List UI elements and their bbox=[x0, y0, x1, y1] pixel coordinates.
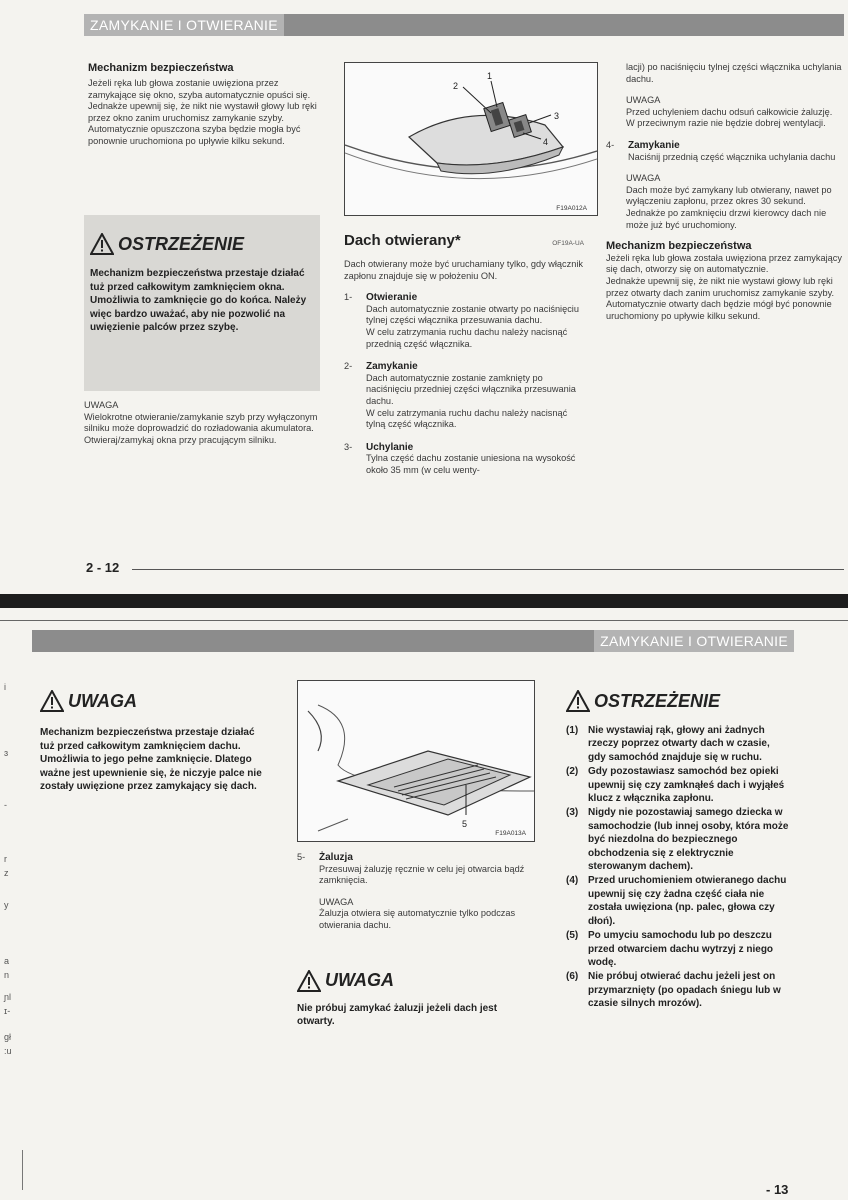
bottom-header-banner bbox=[32, 630, 794, 652]
item-title: Uchylanie bbox=[366, 441, 414, 453]
item-title: Zamykanie bbox=[366, 361, 418, 373]
safety-heading: Mechanizm bezpieczeństwa bbox=[88, 62, 234, 74]
bottom-col1 bbox=[40, 690, 262, 794]
safety-text bbox=[88, 78, 320, 148]
top-footer-rule bbox=[132, 569, 844, 570]
top-page-number: 2 - 12 bbox=[86, 560, 120, 575]
note-text: Przed uchyleniem dachu odsuń całkowicie żaluzję. W przeciwnym razie nie będzie dobrej wentylacji. bbox=[626, 106, 833, 129]
sunroof-heading: Dach otwierany* bbox=[344, 232, 461, 249]
paragraph: Automatycznie opuszczona szyba będzie mogła być ponownie uruchomiona po upływie kilku sekund. bbox=[88, 124, 301, 146]
item-title: Zamykanie bbox=[628, 139, 680, 151]
callout-2: 2 bbox=[453, 81, 459, 91]
page-divider bbox=[0, 594, 848, 608]
warning-title: UWAGA bbox=[68, 690, 137, 711]
item-number: (1) bbox=[566, 725, 579, 736]
sunshade-illustration bbox=[298, 681, 534, 841]
paragraph: Jeżeli ręka lub głowa została uwięziona przez zamykający się dach, otworzy się on automatycznie. bbox=[606, 252, 842, 275]
list-item bbox=[566, 874, 790, 928]
warning-list bbox=[566, 724, 790, 1011]
item-text: Tylna część dachu zostanie uniesiona na wysokość około 35 mm (w celu wenty- bbox=[366, 453, 576, 475]
top-header-banner bbox=[84, 14, 844, 36]
list-item bbox=[566, 724, 790, 764]
edge-fragment: ɜ bbox=[4, 748, 9, 758]
warning-triangle-icon bbox=[297, 970, 321, 992]
bottom-col3 bbox=[566, 690, 790, 1012]
warning-text: Nie próbuj zamykać żaluzji jeżeli dach jest otwarty. bbox=[297, 1002, 498, 1028]
top-col3 bbox=[606, 62, 842, 322]
list-item bbox=[566, 765, 790, 805]
edge-fragment: r bbox=[4, 854, 7, 864]
edge-fragment: z bbox=[4, 868, 9, 878]
note-label: UWAGA bbox=[626, 173, 661, 184]
note-text: Żaluzja otwiera się automatycznie tylko podczas otwierania dachu. bbox=[319, 908, 516, 930]
note-text: Dach może być zamykany lub otwierany, nawet po wyłączeniu zapłonu, przez okres 30 sekund. bbox=[626, 184, 832, 207]
item-text: Przed uruchomieniem otwieranego dachu upewnij się czy żadna część ciała nie została uwięziona (np. palec, głowa czy dłoń). bbox=[588, 875, 787, 927]
item-number: (4) bbox=[566, 875, 579, 887]
list-item bbox=[297, 852, 535, 932]
warning-triangle-icon bbox=[566, 690, 590, 712]
list-item bbox=[566, 929, 790, 969]
item-number: 1- bbox=[344, 292, 353, 303]
top-warning-box bbox=[84, 215, 320, 391]
item-number: 4- bbox=[606, 139, 615, 150]
edge-fragment: i bbox=[4, 682, 6, 692]
note-label: UWAGA bbox=[84, 400, 119, 410]
edge-fragment: gł bbox=[4, 1032, 12, 1042]
bottom-page-number: - 13 bbox=[766, 1182, 789, 1197]
warning-heading bbox=[566, 690, 790, 712]
warning-triangle-icon bbox=[90, 233, 114, 255]
warning-title: OSTRZEŻENIE bbox=[118, 233, 245, 254]
bottom-section-title: ZAMYKANIE I OTWIERANIE bbox=[594, 630, 794, 652]
warning-heading bbox=[90, 233, 320, 255]
note-label: UWAGA bbox=[319, 896, 354, 907]
edge-fragment: a bbox=[4, 956, 10, 966]
item-number: (2) bbox=[566, 766, 579, 778]
list-item bbox=[566, 970, 790, 1010]
paragraph: Automatycznie otwarty dach będzie mógł być ponownie uruchomiony po upływie kilku sekund. bbox=[606, 299, 832, 321]
edge-fragment: y bbox=[4, 900, 9, 910]
warning-title: OSTRZEŻENIE bbox=[594, 690, 721, 711]
item-text: Nie wystawiaj rąk, głowy ani żadnych rzeczy poprzez otwarty dach w czasie, gdy samochód znajduje się w ruchu. bbox=[588, 725, 770, 763]
figure-code: F19A012A bbox=[556, 205, 587, 212]
callout-4: 4 bbox=[543, 137, 549, 147]
callout-5: 5 bbox=[462, 819, 468, 829]
warning-triangle-icon bbox=[40, 690, 64, 712]
item-text: Nigdy nie pozostawiaj samego dziecka w samochodzie (lub innej osoby, która może być niezdolna do bezpiecznego obchodzenia się z elektrycznie sterowanym dachem). bbox=[588, 807, 789, 873]
list-item bbox=[606, 140, 842, 163]
edge-fragment: - bbox=[4, 800, 7, 810]
overhead-console-illustration bbox=[345, 63, 597, 215]
item-number: 2- bbox=[344, 361, 353, 372]
page-divider-line bbox=[0, 620, 848, 621]
item-title: Otwieranie bbox=[366, 292, 418, 304]
safety-heading: Mechanizm bezpieczeństwa bbox=[606, 240, 752, 253]
edge-fragment: n bbox=[4, 970, 10, 980]
callout-1: 1 bbox=[487, 71, 493, 81]
item-number: (6) bbox=[566, 971, 579, 983]
note-label: UWAGA bbox=[626, 95, 661, 106]
item-text: W celu zatrzymania ruchu dachu należy nacisnąć tylną część włącznika. bbox=[366, 407, 568, 430]
item-text: Dach automatycznie zostanie zamknięty po naciśnięciu przedniej części włącznika przesuwania dachu. bbox=[366, 372, 576, 406]
warning-text: Mechanizm bezpieczeństwa przestaje działać tuż przed całkowitym zamknięciem okna. Umożliwia to zamknięcie go do końca. Należy więc bardzo uważać, aby nie pozwolić na uwięzienie palców przez szybę. bbox=[90, 268, 307, 333]
top-col2 bbox=[344, 232, 584, 477]
list-item bbox=[344, 442, 584, 477]
paragraph: Jednakże upewnij się, że nikt nie wystawi głowy lub ręki przez otwarty dach zanim uruchomisz zamykanie szyby. bbox=[606, 275, 835, 298]
warning-heading bbox=[297, 970, 535, 992]
bottom-left-margin-line bbox=[22, 1150, 23, 1190]
item-text: W celu zatrzymania ruchu dachu należy nacisnąć przednią część włącznika. bbox=[366, 326, 568, 349]
item-number: 5- bbox=[297, 852, 306, 862]
item-text: Nie próbuj otwierać dachu jeżeli jest on przymarznięty (po opadach śniegu lub w czasie silnych mrozów). bbox=[588, 971, 781, 1010]
item-number: 3- bbox=[344, 441, 353, 452]
paragraph: Jednakże upewnij się, że nikt nie wystawił głowy lub ręki przez okno zanim uruchomisz zamykanie szyby. bbox=[88, 101, 317, 123]
item-text: Gdy pozostawiasz samochód bez opieki upewnij się czy zamknąłeś dach i wyjąłeś klucz z włącznika zapłonu. bbox=[588, 766, 785, 805]
sunshade-figure bbox=[297, 680, 535, 842]
list-item bbox=[344, 361, 584, 431]
callout-3: 3 bbox=[554, 111, 560, 121]
paragraph: Jeżeli ręka lub głowa zostanie uwięziona przez zamykające się okno, szyba automatycznie opuści się. bbox=[88, 78, 311, 100]
item-text: Przesuwaj żaluzję ręcznie w celu jej otwarcia bądź zamknięcia. bbox=[319, 863, 525, 886]
figure-code: F19A013A bbox=[495, 830, 526, 837]
top-section-title: ZAMYKANIE I OTWIERANIE bbox=[84, 14, 284, 36]
item-text: Dach automatycznie zostanie otwarty po naciśnięciu tylnej części włącznika przesuwania dachu. bbox=[366, 303, 579, 326]
item-text: Naciśnij przednią część włącznika uchylania dachu bbox=[628, 151, 836, 162]
warning-title: UWAGA bbox=[325, 970, 394, 991]
list-item bbox=[344, 292, 584, 350]
edge-fragment: ɪ- bbox=[4, 1006, 11, 1016]
continued-text: lacji) po naciśnięciu tylnej części włącznika uchylania dachu. bbox=[626, 62, 842, 84]
edge-fragment: :u bbox=[4, 1046, 12, 1056]
bottom-col2 bbox=[297, 852, 535, 1029]
top-col1 bbox=[88, 62, 320, 148]
warning-text: Mechanizm bezpieczeństwa przestaje działać tuż przed całkowitym zamknięciem dachu. Umożliwia to jego pełne zamknięcie. Dlatego ważne jest upewnienie się, że niczyje palce nie zostały uwięzione przez zamykający się dach. bbox=[40, 727, 262, 792]
top-note bbox=[84, 400, 320, 446]
section-code: OF19A-UA bbox=[552, 240, 584, 247]
item-text: Po umyciu samochodu lub po deszczu przed otwarciem dachu wytrzyj z niego wodę. bbox=[588, 930, 774, 968]
note-text: Jednakże po zamknięciu drzwi kierowcy dach nie może już być uruchomiony. bbox=[626, 207, 827, 230]
item-number: (5) bbox=[566, 930, 579, 942]
sunroof-switch-figure bbox=[344, 62, 598, 216]
edge-fragment: ɲl bbox=[4, 992, 12, 1002]
note-text: Wielokrotne otwieranie/zamykanie szyb przy wyłączonym silniku może doprowadzić do rozładowania akumulatora. Otwieraj/zamykaj okna przy pracującym silniku. bbox=[84, 411, 318, 445]
item-number: (3) bbox=[566, 807, 579, 819]
sunroof-intro: Dach otwierany może być uruchamiany tylko, gdy włącznik zapłonu znajduje się w położeniu ON. bbox=[344, 259, 583, 281]
warning-heading bbox=[40, 690, 262, 712]
list-item bbox=[566, 806, 790, 873]
item-title: Żaluzja bbox=[319, 852, 353, 863]
